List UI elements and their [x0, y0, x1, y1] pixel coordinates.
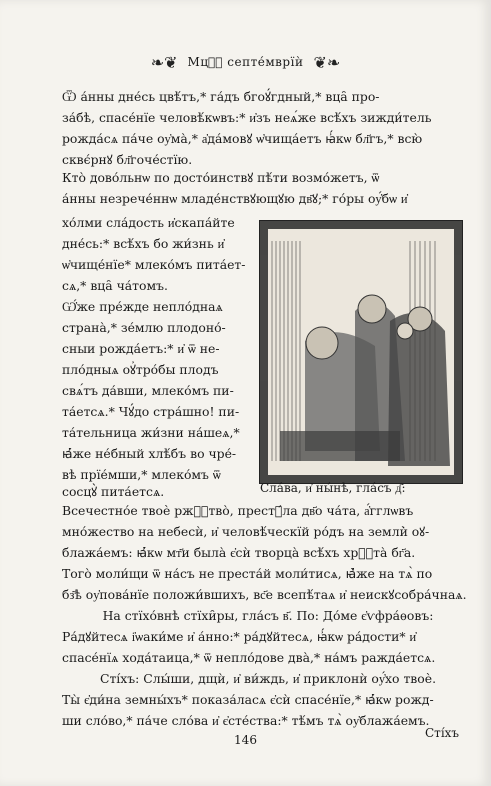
- left-line-4: сѧ,* вца̑ ча́томъ.: [62, 278, 168, 293]
- left-line-5: Ѡ҆́же пре́жде непло́днаѧ: [62, 299, 223, 314]
- p3-line-2: мно́жество на небесѝ, и҆ человѣ́ческїй ро́дъ на земли̇̀ оꙋ-: [62, 524, 430, 539]
- p1-line-4: сквє́рнꙋ бл҃гоче́стїю.: [62, 152, 193, 167]
- p3-line-1: Всечестно́е твоѐ ржⷭ҇тво̀, престꙋ́ла дв҃о ча́та, а҆́гглѡвъ: [62, 503, 414, 518]
- p3-line-5: бз҃ѣ оу҆пова́нїе положи́вшихъ, вс҃е всепѣ́таѧ и҆ неискꙋсобра́чнаѧ.: [62, 587, 467, 602]
- p1-line-3: рожда́сѧ па́че оу҆ма̀,* а҆да́мовꙋ ѡ҆чища́етъ ꙗ҆́кѡ бл҃гъ,* всю̀: [62, 131, 423, 146]
- p2-line-2: а́нны незрече́ннѡ младе́нствꙋющꙋю дв҃ꙋ;* го́ры оу҆́бѡ и҆: [62, 191, 408, 206]
- stichera-heading: На стїхо́внѣ стїхи̑ры, гла́съ в҃. По: До́ме є҆ѵфра́ѳовъ:: [102, 608, 434, 623]
- p1-line-2: за́бѣ, спасе́нїе человѣ́кѡвъ:* и҆зъ неѧ́же всѣ́хъ зижди́тель: [62, 110, 432, 125]
- p5-line-1: Ты̀ є҆ди́на земны́хъ* показа́ласѧ є҆сѝ спасе́нїе,* ꙗ҆́кѡ рожд-: [62, 692, 434, 707]
- catchword: Сті́хъ: [425, 726, 460, 740]
- ornament-left-icon: ❧❦: [150, 52, 178, 72]
- paragraph-2-top: [62, 167, 474, 209]
- left-line-9: свѧ́тъ да́вши, млеко́мъ пи-: [62, 383, 234, 398]
- page-header-title: Мцⷭ҇ септе́мврїѝ: [187, 55, 304, 69]
- p4-line-1: Ра́дꙋйтесѧ і҆ѡаки́ме и҆ а́нно:* ра́дꙋйтесѧ, ꙗ҆́кѡ ра́дости* и҆: [62, 629, 417, 644]
- left-line-2: дне́сь:* всѣ́хъ бо жи́знь и҆: [62, 236, 225, 251]
- paragraph-3: [62, 500, 474, 731]
- left-line-14: сосцꙋ̀ пита́етсѧ.: [62, 484, 165, 499]
- paragraph-2-column: [62, 212, 252, 485]
- left-line-10: та́етсѧ.* Чꙋ́до стра́шно! пи-: [62, 404, 240, 419]
- page-number: 146: [234, 733, 257, 747]
- ornament-right-icon: ❦❧: [313, 52, 341, 72]
- engraving-svg: [260, 221, 462, 483]
- left-line-1: хо́лми сла́дость и҆скапа́йте: [62, 215, 235, 230]
- paragraph-1: [62, 86, 474, 170]
- figure-caption: Сла́ва, и҆ ны́нѣ, гла́съ д҃:: [260, 481, 406, 495]
- left-line-11: та́тельница жи́зни на́шеѧ,*: [62, 425, 240, 440]
- left-line-8: пло́дныѧ оꙋ҆тро́бы плодъ: [62, 362, 219, 377]
- p1-line-1: Ѿ а́нны дне́сь цвѣ́тъ,* га́дъ бгоꙋ́гдный,* вца̑ про-: [62, 89, 380, 104]
- p2-line-1: Кто̀ дово́льнѡ по досто́инствꙋ пѣ́ти возмо́жетъ, ѿ: [62, 170, 380, 185]
- left-line-12: ꙗ҆́же не́бный хлѣ́бъ во чре́-: [62, 446, 237, 461]
- left-line-7: сныи рожда́етъ:* и҆ ѿ не-: [62, 341, 220, 356]
- left-line-3: ѡ҆чище́нїе* млеко́мъ пита́ет-: [62, 257, 246, 272]
- engraving-illustration: [259, 220, 463, 484]
- p4-line-2: спасе́нїѧ хода́таица,* ѿ непло́дове два̀,* на́мъ ражда́етсѧ.: [62, 650, 436, 665]
- p3-line-3: блажа́емъ: ꙗ҆́кѡ мт҃и была̀ є҆сѝ творца̀ всѣ́хъ хрⷭ҇та̀ бг҃а.: [62, 545, 416, 560]
- p3-line-4: Того̀ моли́щи ѿ на́съ не преста́й моли́тисѧ, ꙗ҆̀же на тѧ̀ по: [62, 566, 433, 581]
- left-line-13: вѣ прїе́мши,* млеко́мъ ѿ: [62, 467, 221, 482]
- verse-line: Сті́хъ: Слы́ши, дщѝ, и҆ ви́ждь, и҆ приклонѝ оу҆́хо твоѐ.: [99, 671, 437, 686]
- left-line-6: страна̀,* зе́млю плодоно́-: [62, 320, 226, 335]
- page-header: [0, 50, 491, 74]
- p5-line-2: ши сло́во,* па́че сло́ва и҆ є҆сте́ства:* тѣ́мъ тѧ̀ оу҆блажа́емъ.: [62, 713, 430, 728]
